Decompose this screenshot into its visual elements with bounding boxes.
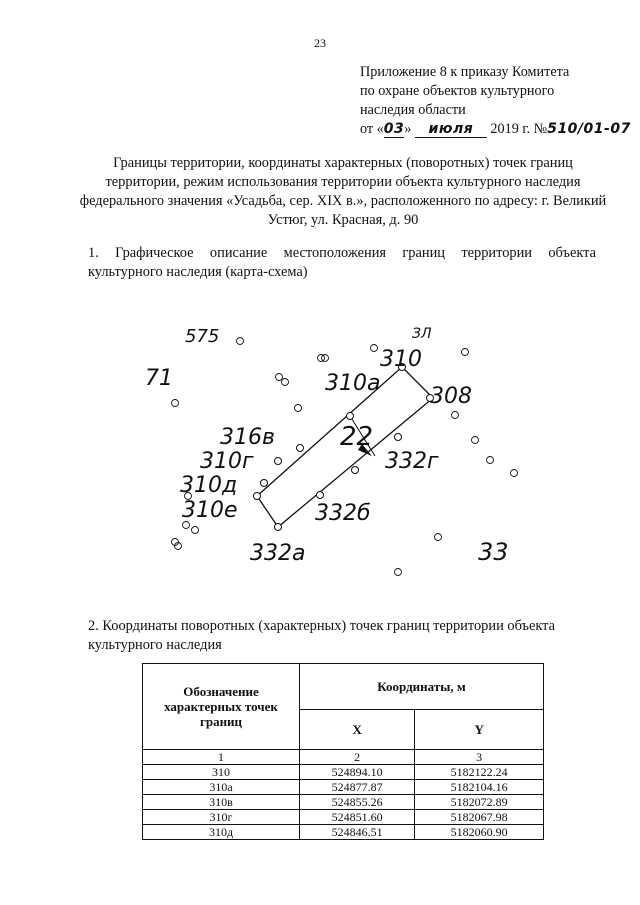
map-labels — [145, 326, 509, 566]
y-cell: 5182104.16 — [415, 780, 544, 795]
label-310e: 310е — [182, 498, 238, 523]
point-cell: 310г — [143, 810, 300, 825]
x-cell: 524894.10 — [300, 765, 415, 780]
handwritten-month: июля — [415, 122, 487, 138]
x-cell: 524877.87 — [300, 780, 415, 795]
table-row — [143, 810, 544, 825]
y-cell: 5182067.98 — [415, 810, 544, 825]
table-row — [143, 825, 544, 840]
label-partial-top-left: 575 — [185, 326, 220, 347]
y-cell: 5182060.90 — [415, 825, 544, 840]
annex-line-3: наследия области — [360, 102, 466, 118]
x-cell: 524851.60 — [300, 810, 415, 825]
date-quote-close: » — [404, 121, 412, 137]
label-310g: 310г — [200, 449, 254, 474]
x-cell: 524846.51 — [300, 825, 415, 840]
column-number: 3 — [415, 750, 544, 765]
label-parcel-22: 22 — [340, 422, 374, 452]
annex-line-2: по охране объектов культурного — [360, 83, 555, 99]
column-number: 2 — [300, 750, 415, 765]
point-cell: 310 — [143, 765, 300, 780]
document-title: Границы территории, координаты характерных (поворотных) точек границ территории, режим использования территории объекта культурного наследия федерального значения «Усадьба, сер. XIX в.», расположенного по адресу: г. Великий Устюг, ул. Красная, д. 90 — [79, 155, 607, 228]
label-71: 71 — [145, 366, 173, 391]
header-point-designation: Обозначение характерных точек границ — [143, 664, 300, 750]
label-partial-top-right: ЗЛ — [412, 326, 432, 342]
header-y: Y — [415, 710, 544, 750]
point-cell: 310а — [143, 780, 300, 795]
point-cell: 310в — [143, 795, 300, 810]
label-310: 310 — [380, 347, 422, 372]
label-332g: 332г — [385, 449, 439, 474]
table-row — [143, 795, 544, 810]
table-row — [143, 780, 544, 795]
label-33: 33 — [478, 538, 509, 566]
label-316v: 316в — [220, 425, 275, 450]
date-prefix: от « — [360, 121, 384, 137]
annex-line-1: Приложение 8 к приказу Комитета — [360, 64, 570, 80]
header-x: X — [300, 710, 415, 750]
coordinates-table — [142, 663, 544, 840]
column-number-row — [143, 750, 544, 765]
header-coordinates: Координаты, м — [300, 664, 544, 710]
annex-header — [360, 63, 630, 139]
column-number: 1 — [143, 750, 300, 765]
y-cell: 5182122.24 — [415, 765, 544, 780]
annex-date-line — [360, 120, 630, 139]
x-cell: 524855.26 — [300, 795, 415, 810]
label-310a: 310а — [325, 371, 381, 396]
y-cell: 5182072.89 — [415, 795, 544, 810]
label-308: 308 — [430, 384, 472, 409]
section-2-heading: 2. Координаты поворотных (характерных) точек границ территории объекта культурного наследия — [88, 618, 556, 653]
label-332a: 332а — [250, 541, 306, 566]
table-row — [143, 765, 544, 780]
boundary-map-scheme — [140, 320, 520, 590]
label-310d: 310д — [180, 473, 238, 498]
page-number: 23 — [314, 36, 326, 50]
section-1-heading: 1. Графическое описание местоположения границ территории объекта культурного наследия (карта-схема) — [88, 245, 596, 280]
handwritten-order-number: 510/01-07 — [547, 121, 631, 137]
handwritten-day: 03 — [383, 121, 405, 137]
label-332b: 332б — [315, 501, 371, 526]
point-cell: 310д — [143, 825, 300, 840]
year-text: 2019 г. № — [490, 121, 548, 137]
